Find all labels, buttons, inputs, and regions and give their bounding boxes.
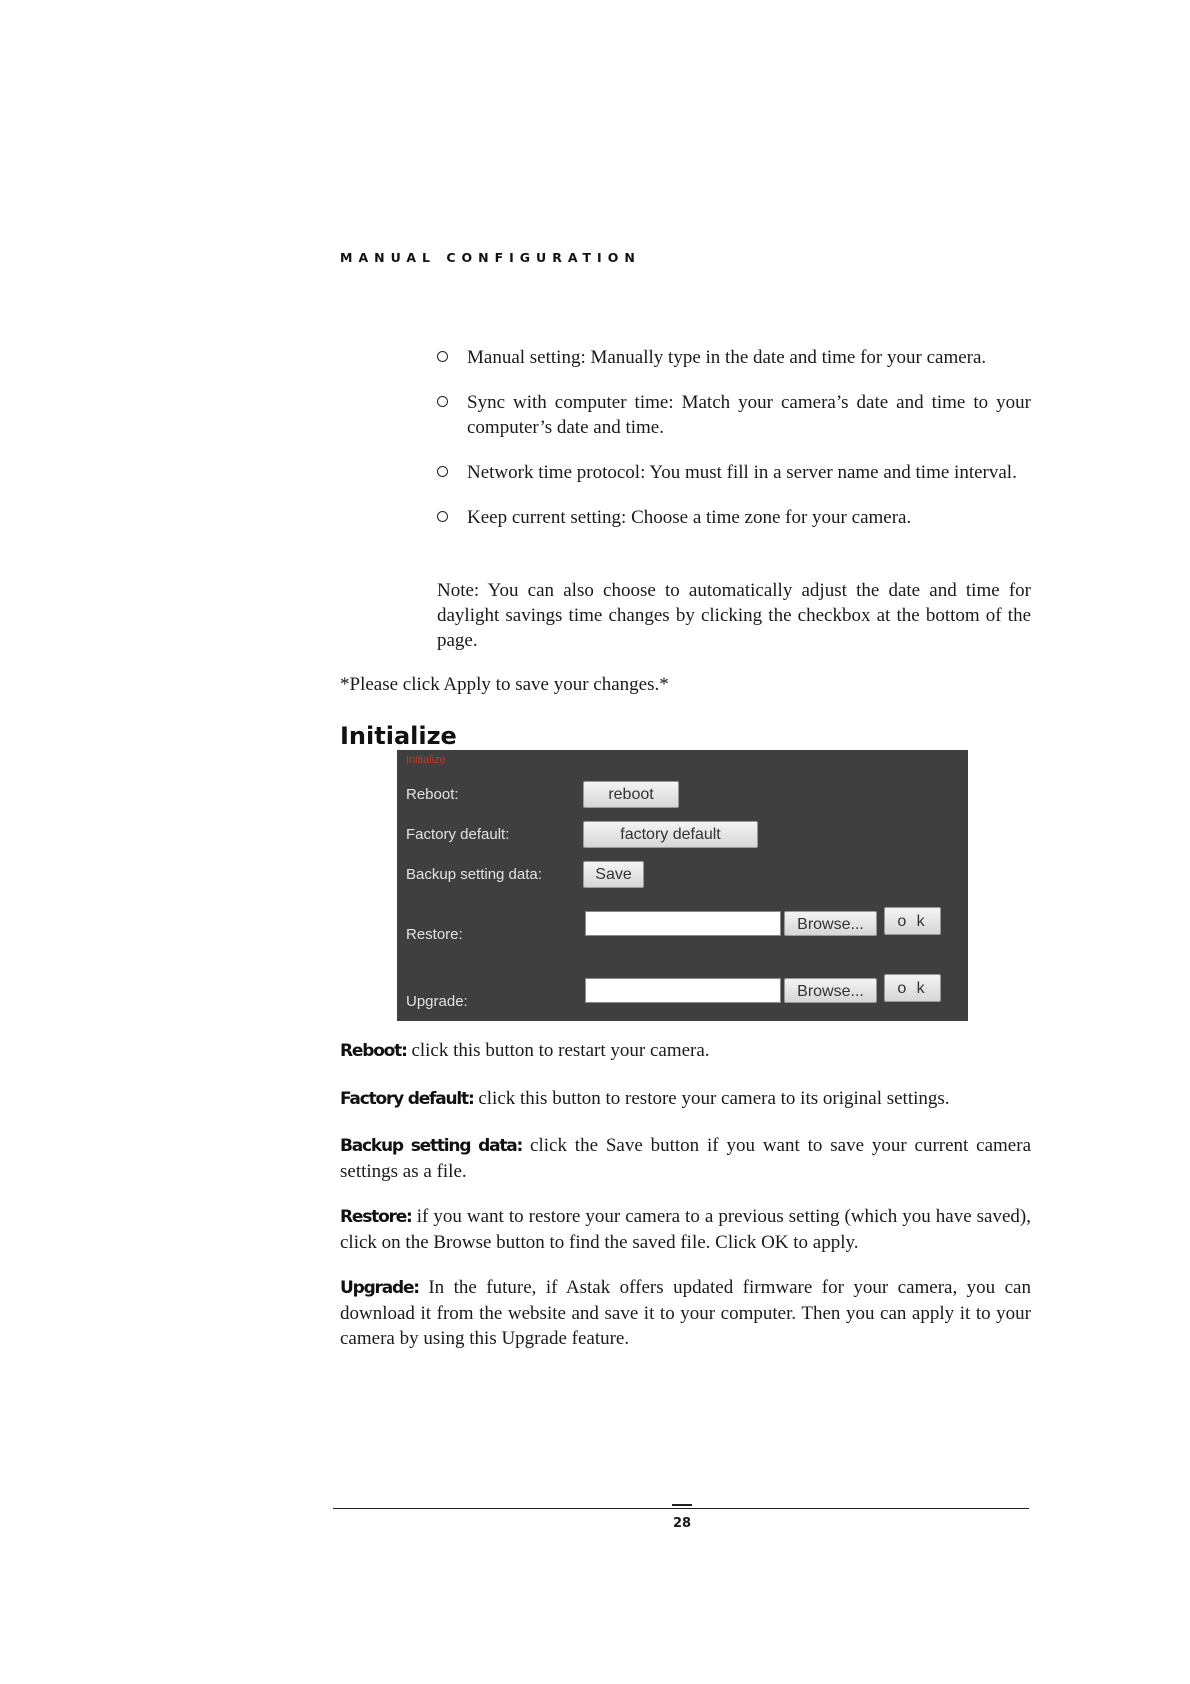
page-number: 28 — [672, 1516, 692, 1531]
list-item — [437, 345, 1031, 370]
restore-term: Restore: — [340, 1207, 412, 1227]
restore-ok-button[interactable]: o k — [884, 907, 941, 935]
restore-browse-button[interactable]: Browse... — [784, 911, 877, 936]
upgrade-text: In the future, if Astak offers updated firmware for your camera, you can download it from the website and save it to your computer. Then you can apply it to your camera by using this Upgrade feature. — [340, 1277, 1031, 1349]
time-options-list — [437, 345, 1031, 550]
backup-description — [340, 1133, 1031, 1184]
backup-term: Backup setting data: — [340, 1136, 523, 1156]
restore-text: if you want to restore your camera to a previous setting (which you have saved), click on the Browse button to find the saved file. Click OK to apply. — [340, 1206, 1032, 1253]
factory-default-text: click this button to restore your camera to its original settings. — [478, 1088, 950, 1109]
reboot-text: click this button to restart your camera. — [411, 1040, 710, 1061]
upgrade-term: Upgrade: — [340, 1278, 419, 1298]
factory-default-description — [340, 1086, 1031, 1112]
list-item — [437, 460, 1031, 485]
upgrade-file-input[interactable] — [585, 978, 781, 1003]
running-header: MANUAL CONFIGURATION — [340, 250, 641, 265]
initialize-panel — [397, 750, 968, 1021]
daylight-note: Note: You can also choose to automatically adjust the date and time for daylight savings time changes by clicking the checkbox at the bottom of the page. — [437, 580, 1031, 651]
save-button[interactable]: Save — [583, 861, 644, 888]
upgrade-ok-button[interactable]: o k — [884, 974, 941, 1002]
section-heading: Initialize — [340, 722, 457, 750]
circle-bullet-icon — [437, 396, 448, 407]
reboot-button[interactable]: reboot — [583, 781, 679, 808]
reboot-label: Reboot: — [406, 786, 459, 803]
backup-setting-label: Backup setting data: — [406, 866, 542, 883]
list-item — [437, 505, 1031, 530]
upgrade-browse-button[interactable]: Browse... — [784, 978, 877, 1003]
list-item-text: Keep current setting: Choose a time zone for your camera. — [467, 507, 912, 528]
footer-divider — [333, 1508, 1029, 1509]
upgrade-description — [340, 1275, 1031, 1351]
upgrade-label: Upgrade: — [406, 993, 468, 1010]
restore-file-input[interactable] — [585, 911, 781, 936]
factory-default-button[interactable]: factory default — [583, 821, 758, 848]
backup-text: click the Save button if you want to save your current camera settings as a file. — [340, 1135, 1032, 1182]
restore-description — [340, 1204, 1031, 1255]
apply-note: *Please click Apply to save your changes.* — [340, 674, 669, 695]
factory-default-term: Factory default: — [340, 1089, 474, 1109]
factory-default-label: Factory default: — [406, 826, 510, 843]
list-item-text: Network time protocol: You must fill in a server name and time interval. — [467, 462, 1017, 483]
circle-bullet-icon — [437, 466, 448, 477]
list-item — [437, 390, 1031, 440]
circle-bullet-icon — [437, 351, 448, 362]
list-item-text: Sync with computer time: Match your camera’s date and time to your computer’s date and time. — [467, 392, 1031, 438]
restore-label: Restore: — [406, 926, 463, 943]
panel-title: Initialize — [406, 754, 446, 766]
reboot-term: Reboot: — [340, 1041, 407, 1061]
footer-tick — [672, 1504, 692, 1506]
reboot-description — [340, 1038, 1031, 1064]
circle-bullet-icon — [437, 511, 448, 522]
list-item-text: Manual setting: Manually type in the date and time for your camera. — [467, 347, 987, 368]
